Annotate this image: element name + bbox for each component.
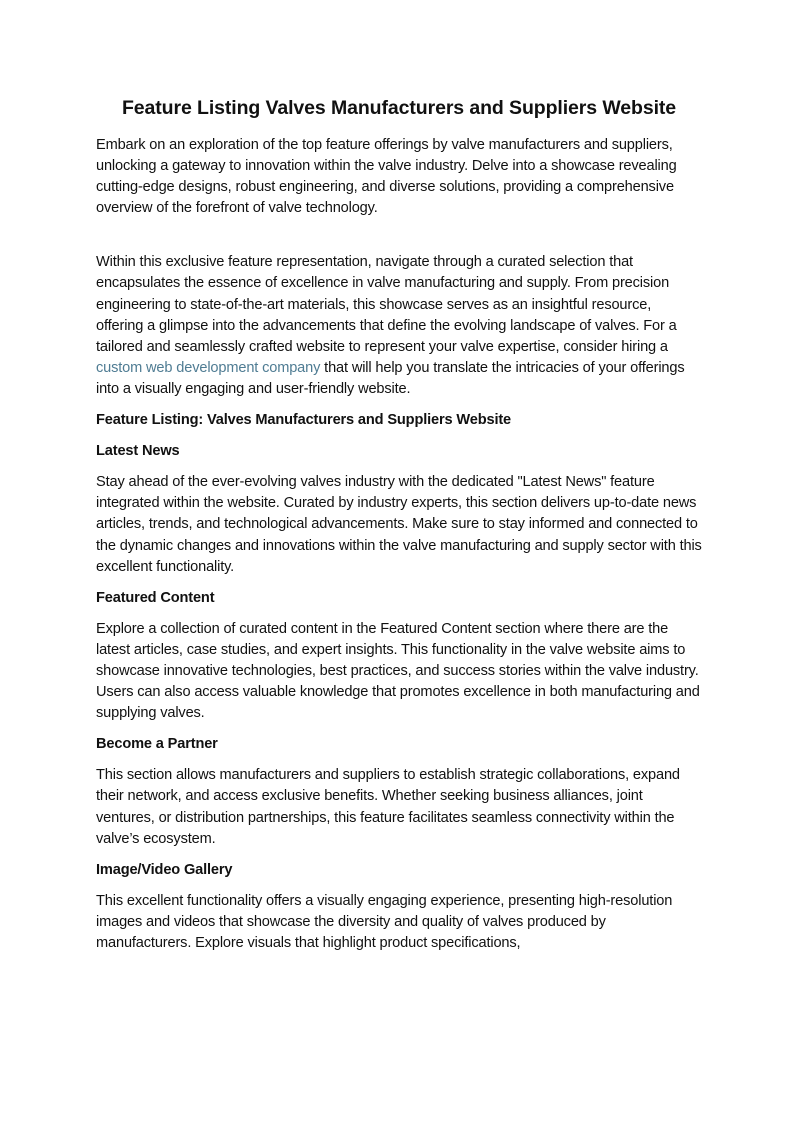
overview-text-start: Within this exclusive feature representation, navigate through a curated selection that encapsulates the essence of excellence in valve manufacturing and supply. From precision engineering to state-of-the-art materials, this showcase serves as an insightful resource, offering a glimpse into the advancements that define the evolving landscape of valves. For a tailored and seamlessly crafted website to represent your valve expertise, consider hiring a	[96, 254, 677, 355]
section-body-gallery: This excellent functionality offers a visually engaging experience, presenting high-resolution images and videos that showcase the diversity and quality of valves produced by manufacturers. Explore visuals that highlight product specifications,	[96, 892, 673, 951]
section-heading-latest-news: Latest News	[96, 443, 180, 460]
section-body-featured-content: Explore a collection of curated content in the Featured Content section where there are the latest articles, case studies, and expert insights. This functionality in the valve website aims to showcase innovative technologies, best practices, and success stories within the valve industry. Users can also access valuable knowledge that promotes excellence in both manufacturing and supplying valves.	[96, 620, 700, 722]
section-body-latest-news: Stay ahead of the ever-evolving valves industry with the dedicated "Latest News" feature integrated within the website. Curated by industry experts, this section delivers up-to-date news articles, trends, and technological advancements. Make sure to stay informed and connected to the dynamic changes and innovations within the valve manufacturing and supply sector with this excellent functionality.	[96, 474, 702, 575]
section-heading-featured-content: Featured Content	[96, 589, 215, 606]
custom-web-development-link[interactable]: custom web development company	[96, 359, 321, 376]
document-title: Feature Listing Valves Manufacturers and Suppliers Website	[121, 97, 677, 119]
intro-paragraph: Embark on an exploration of the top feature offerings by valve manufacturers and suppliers, unlocking a gateway to innovation within the valve industry. Delve into a showcase revealing cutting-edge designs, robust engineering, and diverse solutions, providing a comprehensive overview of the forefront of valve technology.	[96, 137, 677, 217]
document-page	[96, 94, 702, 964]
overview-paragraph	[96, 252, 702, 400]
section-body-become-partner: This section allows manufacturers and suppliers to establish strategic collaborations, expand their network, and access exclusive benefits. Whether seeking business alliances, joint ventures, or distribution partnerships, this feature facilitates seamless connectivity within the valve’s ecosystem.	[96, 767, 680, 847]
overview-text-end: that will help you translate the intricacies of your offerings into a visually engaging and user-friendly website.	[96, 359, 685, 397]
section-heading-become-partner: Become a Partner	[96, 736, 218, 753]
listing-heading: Feature Listing: Valves Manufacturers and Suppliers Website	[96, 412, 512, 429]
section-heading-gallery: Image/Video Gallery	[96, 861, 233, 878]
